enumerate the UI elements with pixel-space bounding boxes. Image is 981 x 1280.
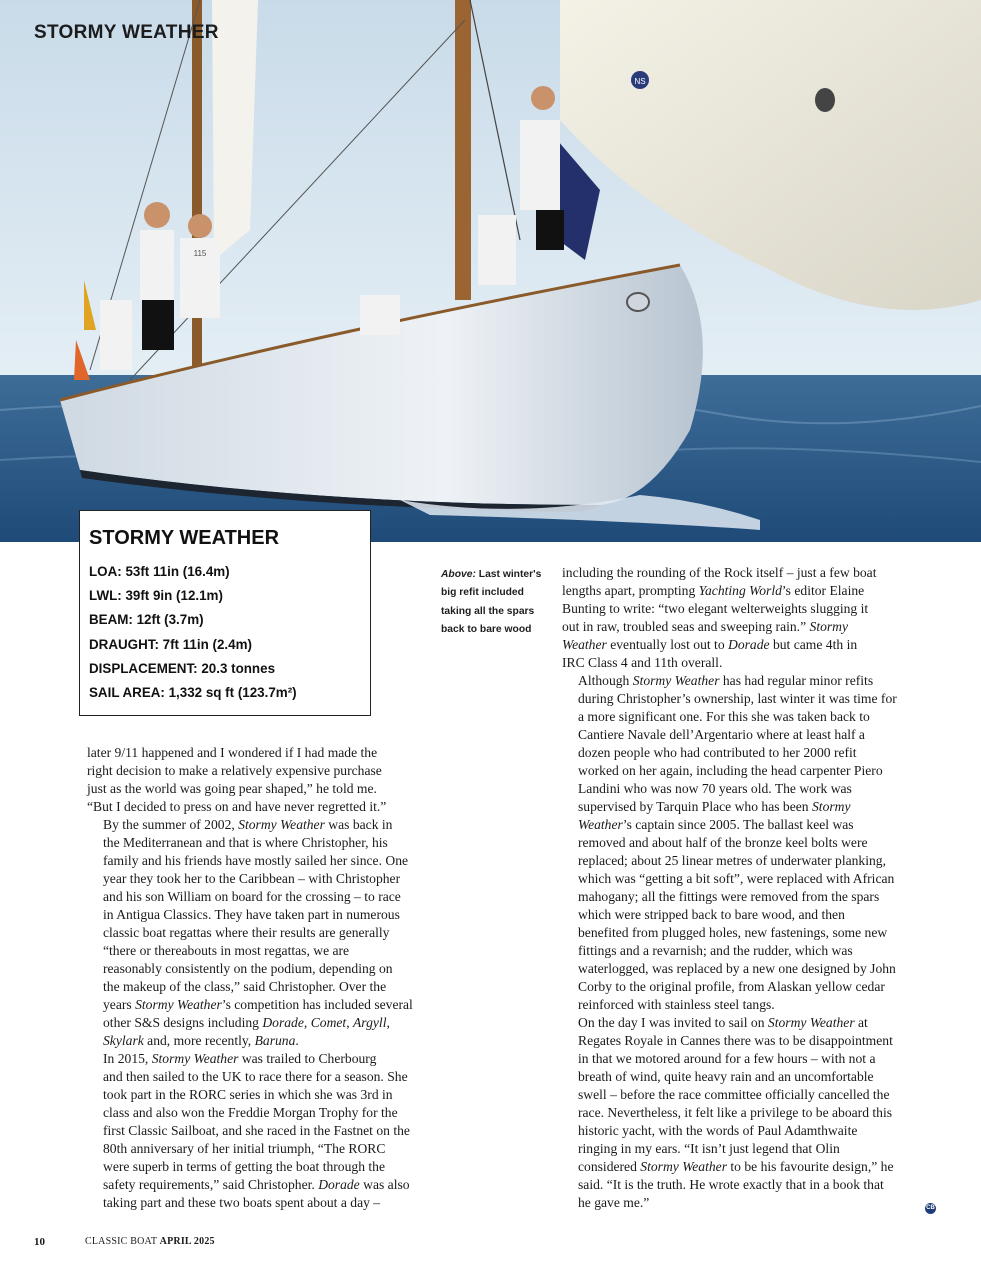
- text-line: Skylark and, more recently, Baruna.: [103, 1033, 299, 1048]
- text-line: breath of wind, quite heavy rain and an uncomfortable: [578, 1069, 874, 1084]
- issue-date: APRIL 2025: [159, 1236, 215, 1247]
- text-line: in that we motored around for a few hours – with not a: [578, 1051, 876, 1066]
- fore-mast: [455, 0, 471, 300]
- text-line: ringing in my ears. “It isn’t just legend that Olin: [578, 1141, 840, 1156]
- text-line: a more significant one. For this she was taken back to: [578, 709, 870, 724]
- yacht-photo: [0, 0, 981, 542]
- text-line: removed and about half of the bronze keel bolts were: [578, 835, 868, 850]
- text-line: Cantiere Navale dell’Argentario where at least half a: [578, 727, 865, 742]
- text-line: “there or thereabouts in most regattas, we are: [103, 943, 350, 958]
- page-number: 10: [34, 1236, 45, 1248]
- text-line: “But I decided to press on and have never regretted it.”: [87, 799, 387, 814]
- caption-text: Last winter's big refit included taking all the spars back to bare wood: [441, 569, 542, 636]
- body-column-right: [562, 564, 908, 1212]
- text-line: took part in the RORC series in which she was 3rd in: [103, 1087, 393, 1102]
- text-line: Although Stormy Weather has had regular minor refits: [578, 673, 874, 688]
- text-line: right decision to make a relatively expensive purchase: [87, 763, 382, 778]
- text-line: fittings and a revarnish; and the rudder, which was: [578, 943, 853, 958]
- text-line: in Antigua Classics. They have taken part in numerous: [103, 907, 400, 922]
- text-line: and then sailed to the UK to race there for a season. She: [103, 1069, 408, 1084]
- text-line: during Christopher’s ownership, last winter it was time for: [578, 691, 897, 706]
- text-line: Landini who was now 70 years old. The work was: [578, 781, 852, 796]
- text-line: swell – before the race committee officially cancelled the: [578, 1087, 890, 1102]
- body-paragraph: [562, 1014, 908, 1212]
- text-line: dozen people who had contributed to her 2000 refit: [578, 745, 857, 760]
- body-paragraph: [87, 1050, 417, 1212]
- caption-label: Above:: [441, 569, 476, 580]
- text-line: other S&S designs including Dorade, Comet, Argyll,: [103, 1015, 390, 1030]
- text-line: Regates Royale in Cannes there was to be disappointment: [578, 1033, 893, 1048]
- text-line: family and his friends have mostly sailed her since. One: [103, 853, 409, 868]
- footer-magazine: [85, 1236, 215, 1247]
- text-line: IRC Class 4 and 11th overall.: [562, 655, 723, 670]
- text-line: which was “getting a bit soft”, were replaced with African: [578, 871, 895, 886]
- text-line: considered Stormy Weather to be his favourite design,” he: [578, 1159, 894, 1174]
- main-mast: [192, 0, 202, 380]
- spec-displacement: DISPLACEMENT: 20.3 tonnes: [89, 660, 276, 676]
- text-line: Weather’s captain since 2005. The ballast keel was: [578, 817, 854, 832]
- text-line: Bunting to write: “two elegant welterweights slugging it: [562, 601, 869, 616]
- text-line: class and also won the Freddie Morgan Trophy for the: [103, 1105, 398, 1120]
- text-line: Corby to the original profile, from Alaskan yellow cedar: [578, 979, 885, 994]
- spec-draught: DRAUGHT: 7ft 11in (2.4m): [89, 636, 252, 652]
- text-line: historic yacht, with the words of Paul Adamthwaite: [578, 1123, 858, 1138]
- text-line: waterlogged, was replaced by a new one designed by John: [578, 961, 896, 976]
- text-line: out in raw, troubled seas and sweeping rain.” Stormy: [562, 619, 849, 634]
- text-line: the makeup of the class,” said Christopher. Over the: [103, 979, 387, 994]
- text-line: taking part and these two boats spent about a day –: [103, 1195, 381, 1210]
- section-tag: STORMY WEATHER: [34, 22, 219, 43]
- text-line: first Classic Sailboat, and she raced in the Fastnet on the: [103, 1123, 410, 1138]
- text-line: years Stormy Weather’s competition has included several: [103, 997, 413, 1012]
- text-line: race. Nevertheless, it felt like a privilege to be aboard this: [578, 1105, 893, 1120]
- spec-title: STORMY WEATHER: [89, 527, 280, 549]
- body-paragraph: [87, 744, 417, 816]
- spec-lwl: LWL: 39ft 9in (12.1m): [89, 588, 223, 604]
- body-paragraph: [562, 564, 908, 672]
- text-line: worked on her again, including the head carpenter Piero: [578, 763, 883, 778]
- text-line: In 2015, Stormy Weather was trailed to Cherbourg: [103, 1051, 377, 1066]
- crew-number: 115: [193, 249, 207, 258]
- text-line: said. “It is the truth. He wrote exactly that in a book that: [578, 1177, 884, 1192]
- text-line: safety requirements,” said Christopher. Dorade was also: [103, 1177, 410, 1192]
- text-line: mahogany; all the fittings were removed from the spars: [578, 889, 880, 904]
- text-line: reinforced with stainless steel tangs.: [578, 997, 775, 1012]
- body-paragraph: [87, 816, 417, 1050]
- text-line: and his son William on board for the crossing – to race: [103, 889, 401, 904]
- text-line: By the summer of 2002, Stormy Weather was back in: [103, 817, 393, 832]
- spec-beam: BEAM: 12ft (3.7m): [89, 612, 204, 628]
- text-line: including the rounding of the Rock itself – just a few boat: [562, 565, 877, 580]
- text-line: later 9/11 happened and I wondered if I had made the: [87, 745, 378, 760]
- text-line: he gave me.”: [578, 1195, 650, 1210]
- body-paragraph: [562, 672, 908, 1014]
- text-line: were superb in terms of getting the boat through the: [103, 1159, 385, 1174]
- spec-box: [79, 510, 371, 716]
- text-line: which were stripped back to bare wood, and then: [578, 907, 845, 922]
- text-line: lengths apart, prompting Yachting World’s editor Elaine: [562, 583, 865, 598]
- text-line: replaced; about 25 linear metres of underwater planking,: [578, 853, 887, 868]
- text-line: On the day I was invited to sail on Stormy Weather at: [578, 1015, 868, 1030]
- text-line: the Mediterranean and that is where Christopher, his: [103, 835, 388, 850]
- spec-loa: LOA: 53ft 11in (16.4m): [89, 564, 230, 579]
- text-line: benefited from plugged holes, new fastenings, some new: [578, 925, 888, 940]
- body-column-left: [87, 744, 417, 1212]
- spec-sail-area: SAIL AREA: 1,332 sq ft (123.7m²): [89, 685, 297, 701]
- text-line: 80th anniversary of her initial triumph, “The RORC: [103, 1141, 386, 1156]
- text-line: year they took her to the Caribbean – with Christopher: [103, 871, 401, 886]
- text-line: just as the world was going pear shaped,” he told me.: [87, 781, 377, 796]
- magazine-name: CLASSIC BOAT: [85, 1236, 157, 1247]
- text-line: reasonably consistently on the podium, depending on: [103, 961, 393, 976]
- text-line: Weather eventually lost out to Dorade but came 4th in: [562, 637, 858, 652]
- text-line: classic boat regattas where their results are generally: [103, 925, 390, 940]
- end-mark-icon: CB: [925, 1203, 936, 1214]
- text-line: supervised by Tarquin Place who has been Stormy: [578, 799, 851, 814]
- sail-logo: NS: [634, 77, 646, 86]
- photo-caption: [441, 566, 547, 640]
